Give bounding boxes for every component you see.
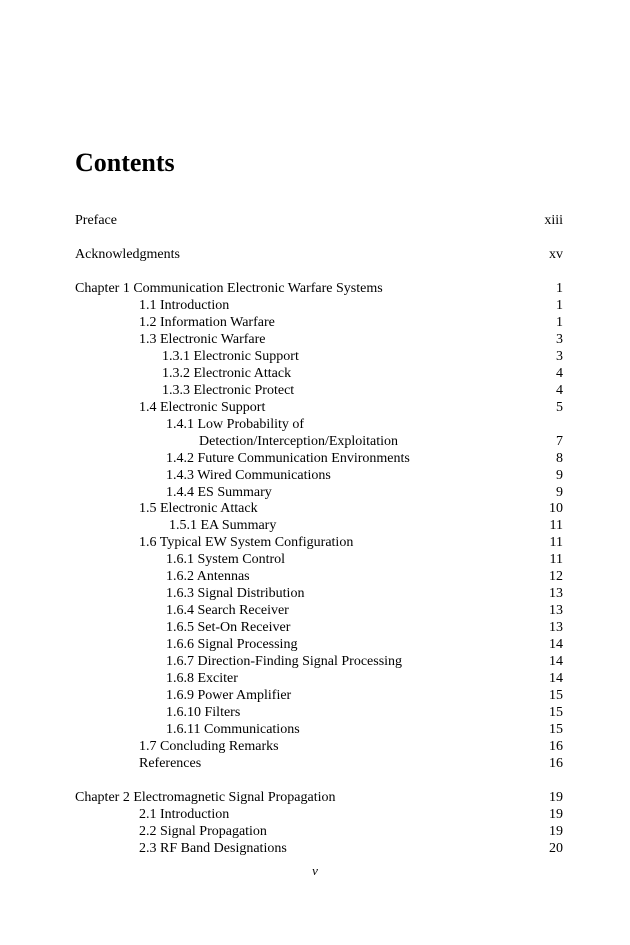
toc-entry-subsection[interactable] — [0, 687, 630, 704]
toc-entry-section[interactable] — [0, 500, 630, 517]
toc-entry-title: 1.6.2 Antennas — [166, 569, 250, 584]
toc-entry-subsection[interactable] — [0, 670, 630, 687]
toc-entry-page: 19 — [549, 824, 563, 839]
toc-entry-page: 3 — [556, 349, 563, 364]
toc-entry-section[interactable] — [0, 738, 630, 755]
toc-entry-subsection[interactable] — [0, 704, 630, 721]
toc-entry-page: 15 — [549, 722, 563, 737]
toc-entry-title: Acknowledgments — [75, 247, 180, 262]
toc-entry-page: 9 — [556, 485, 563, 500]
toc-entry-title: References — [139, 756, 202, 771]
toc-entry-subsection[interactable] — [0, 517, 630, 534]
toc-entry-page: 20 — [549, 841, 563, 856]
toc-entry-section[interactable] — [0, 399, 630, 416]
toc-entry-page: 7 — [556, 434, 563, 449]
toc-entry-page: 11 — [549, 535, 563, 550]
toc-entry-page: 9 — [556, 468, 563, 483]
toc-entry-section[interactable] — [0, 755, 630, 772]
toc-entry-title: 1.4.1 Low Probability of — [166, 417, 305, 432]
toc-entry-subsection[interactable] — [0, 484, 630, 501]
toc-entry-subsection[interactable] — [0, 365, 630, 382]
toc-entry-chapter-2[interactable] — [0, 789, 630, 806]
toc-entry-title: 1.4.4 ES Summary — [166, 485, 272, 500]
toc-entry-title: 1.6.10 Filters — [166, 705, 241, 720]
toc-entry-page: 19 — [549, 790, 563, 805]
toc-entry-page: 1 — [556, 315, 563, 330]
toc-entry-section[interactable] — [0, 314, 630, 331]
toc-entry-section[interactable] — [0, 823, 630, 840]
toc-entry-title: 1.6.4 Search Receiver — [166, 603, 289, 618]
toc-entry-chapter-1[interactable] — [0, 280, 630, 297]
toc-entry-title: 2.2 Signal Propagation — [139, 824, 267, 839]
toc-entry-title: 2.1 Introduction — [139, 807, 230, 822]
toc-entry-title: 1.4.3 Wired Communications — [166, 468, 331, 483]
toc-entry-title: 1.6.9 Power Amplifier — [166, 688, 292, 703]
toc-entry-subsection[interactable] — [0, 721, 630, 738]
toc-entry-title: 1.4 Electronic Support — [139, 400, 266, 415]
toc-entry-title: 1.6.6 Signal Processing — [166, 637, 298, 652]
toc-entry-page: 1 — [556, 281, 563, 296]
page-number: v — [312, 863, 318, 878]
toc-entry-title: Detection/Interception/Exploitation — [199, 434, 399, 449]
toc-entry-section[interactable] — [0, 840, 630, 857]
toc-entry-page: 12 — [549, 569, 563, 584]
toc-entry-title: 1.4.2 Future Communication Environments — [166, 451, 410, 466]
toc-entry-section[interactable] — [0, 806, 630, 823]
toc-entry-title: 1.5 Electronic Attack — [139, 501, 258, 516]
toc-entry-page: 11 — [549, 518, 563, 533]
toc-entry-acknowledgments[interactable] — [0, 246, 630, 263]
toc-entry-subsection[interactable] — [0, 568, 630, 585]
toc-entry-title: 1.6.1 System Control — [166, 552, 286, 567]
page-title: Contents — [75, 148, 175, 177]
toc-entry-page: 13 — [549, 603, 563, 618]
toc-entry-title: Preface — [75, 213, 117, 228]
toc-entry-title: 1.7 Concluding Remarks — [139, 739, 279, 754]
toc-entry-title: 1.3.3 Electronic Protect — [162, 383, 295, 398]
toc-entry-page: 14 — [549, 654, 563, 669]
toc-entry-title: 1.1 Introduction — [139, 298, 230, 313]
toc-entry-page: 14 — [549, 671, 563, 686]
toc-entry-page: 4 — [556, 383, 563, 398]
toc-entry-subsection[interactable] — [0, 619, 630, 636]
toc-entry-title: 1.6 Typical EW System Configuration — [139, 535, 354, 550]
toc-entry-page: 13 — [549, 586, 563, 601]
toc-entry-page: xv — [549, 247, 563, 262]
toc-entry-title: 1.5.1 EA Summary — [169, 518, 277, 533]
toc-entry-section[interactable] — [0, 297, 630, 314]
toc-entry-page: 4 — [556, 366, 563, 381]
toc-entry-section[interactable] — [0, 534, 630, 551]
toc-entry-subsection[interactable] — [0, 416, 630, 433]
toc-entry-title: Chapter 2 Electromagnetic Signal Propagation — [75, 790, 336, 805]
toc-entry-page: 11 — [549, 552, 563, 567]
toc-entry-title: 1.6.3 Signal Distribution — [166, 586, 305, 601]
toc-entry-preface[interactable] — [0, 212, 630, 229]
toc-entry-title: 1.6.8 Exciter — [166, 671, 238, 686]
toc-entry-title: 1.6.7 Direction-Finding Signal Processing — [166, 654, 403, 669]
toc-entry-subsection[interactable] — [0, 467, 630, 484]
toc-entry-page: 19 — [549, 807, 563, 822]
toc-entry-subsection[interactable] — [0, 636, 630, 653]
toc-entry-subsection[interactable] — [0, 551, 630, 568]
toc-entry-page: 14 — [549, 637, 563, 652]
toc-entry-title: Chapter 1 Communication Electronic Warfare Systems — [75, 281, 383, 296]
toc-entry-subsection[interactable] — [0, 382, 630, 399]
toc-entry-title: 1.3.2 Electronic Attack — [162, 366, 292, 381]
toc-entry-page: 3 — [556, 332, 563, 347]
toc-entry-section[interactable] — [0, 331, 630, 348]
toc-entry-title: 1.6.11 Communications — [166, 722, 300, 737]
toc-entry-title: 1.3.1 Electronic Support — [162, 349, 299, 364]
toc-entry-page: 5 — [556, 400, 563, 415]
toc-entry-page: xiii — [544, 213, 563, 228]
toc-entry-page: 15 — [549, 688, 563, 703]
toc-entry-page: 13 — [549, 620, 563, 635]
toc-entry-title: 1.3 Electronic Warfare — [139, 332, 266, 347]
toc-entry-page: 8 — [556, 451, 563, 466]
toc-entry-subsection[interactable] — [0, 653, 630, 670]
toc-entry-page: 15 — [549, 705, 563, 720]
toc-entry-page: 16 — [549, 739, 563, 754]
toc-entry-subsection-continued[interactable] — [0, 433, 630, 450]
toc-entry-subsection[interactable] — [0, 348, 630, 365]
toc-entry-page: 1 — [556, 298, 563, 313]
toc-entry-subsection[interactable] — [0, 602, 630, 619]
toc-entry-page: 10 — [549, 501, 563, 516]
toc-entry-title: 2.3 RF Band Designations — [139, 841, 287, 856]
toc-entry-title: 1.2 Information Warfare — [139, 315, 275, 330]
toc-entry-title: 1.6.5 Set-On Receiver — [166, 620, 291, 635]
toc-entry-subsection[interactable] — [0, 450, 630, 467]
toc-entry-subsection[interactable] — [0, 585, 630, 602]
toc-entry-page: 16 — [549, 756, 563, 771]
